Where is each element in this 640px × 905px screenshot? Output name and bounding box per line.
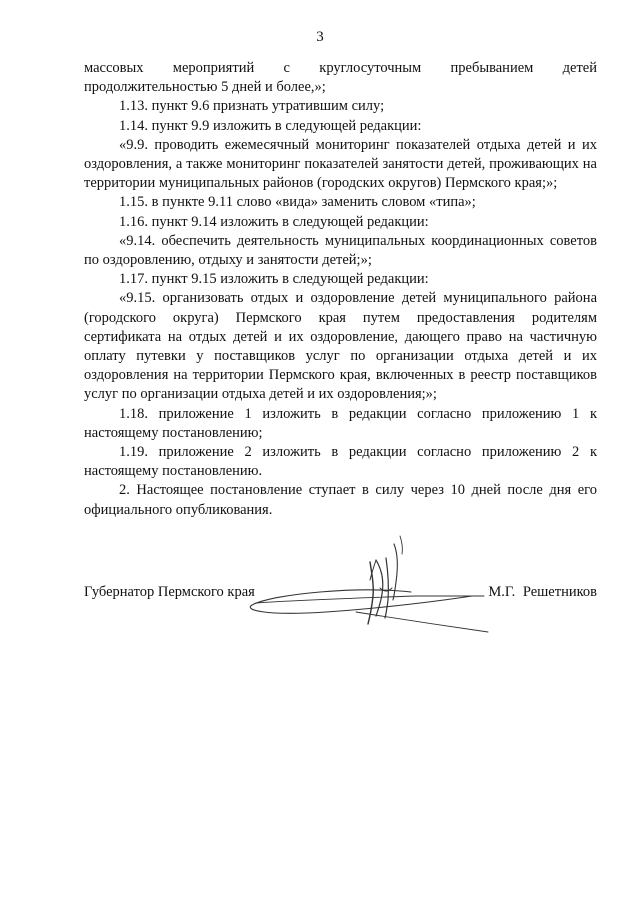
paragraph-continuation-end: продолжительностью 5 дней и более,»; <box>84 79 326 96</box>
document-body <box>84 59 597 520</box>
signatory-position: Губернатор Пермского края <box>84 584 255 600</box>
paragraph-1-15: 1.15. в пункте 9.11 слово «вида» заменить словом «типа»; <box>119 194 476 211</box>
signature-block <box>84 582 597 602</box>
paragraph-1-18: 1.18. приложение 1 изложить в редакции согласно приложению 1 к настоящему постановлению; <box>84 405 597 441</box>
page-number: 3 <box>316 29 324 45</box>
paragraph-1-16: 1.16. пункт 9.14 изложить в следующей редакции: <box>119 213 429 230</box>
paragraph-1-14: 1.14. пункт 9.9 изложить в следующей редакции: <box>119 117 422 134</box>
paragraph-1-13: 1.13. пункт 9.6 признать утратившим силу; <box>119 98 385 115</box>
signatory-name: М.Г. Решетников <box>488 584 597 600</box>
paragraph-1-17: 1.17. пункт 9.15 изложить в следующей редакции: <box>119 271 429 288</box>
paragraph-2: 2. Настоящее постановление ступает в силу через 10 дней после дня его официального опубликования. <box>84 482 597 518</box>
paragraph-9-14-quote: «9.14. обеспечить деятельность муниципальных координационных советов по оздоровлению, отдыху и занятости детей;»; <box>84 232 597 269</box>
paragraph-continuation-line: массовых мероприятий с круглосуточным пребыванием детей <box>84 60 597 76</box>
paragraph-1-19: 1.19. приложение 2 изложить в редакции согласно приложению 2 к настоящему постановлению. <box>84 444 597 480</box>
paragraph-9-15-quote: «9.15. организовать отдых и оздоровление детей муниципального района (городского округа) Пермского края путем предоставления родителям сертификата на отдых детей и их оздоровление, дающего право на частичную оплату путевки у поставщиков услуг по организации отдыха детей и их оздоровления на территории Пермского края, включенных в реестр поставщиков услуг по организации отдыха детей и их оздоровления;»; <box>84 290 597 403</box>
paragraph-9-9-quote: «9.9. проводить ежемесячный мониторинг показателей отдыха детей и их оздоровления, а также мониторинг показателей занятости детей, проживающих на территории муниципальных районов (городских округов) Пермского края;»; <box>84 136 597 192</box>
